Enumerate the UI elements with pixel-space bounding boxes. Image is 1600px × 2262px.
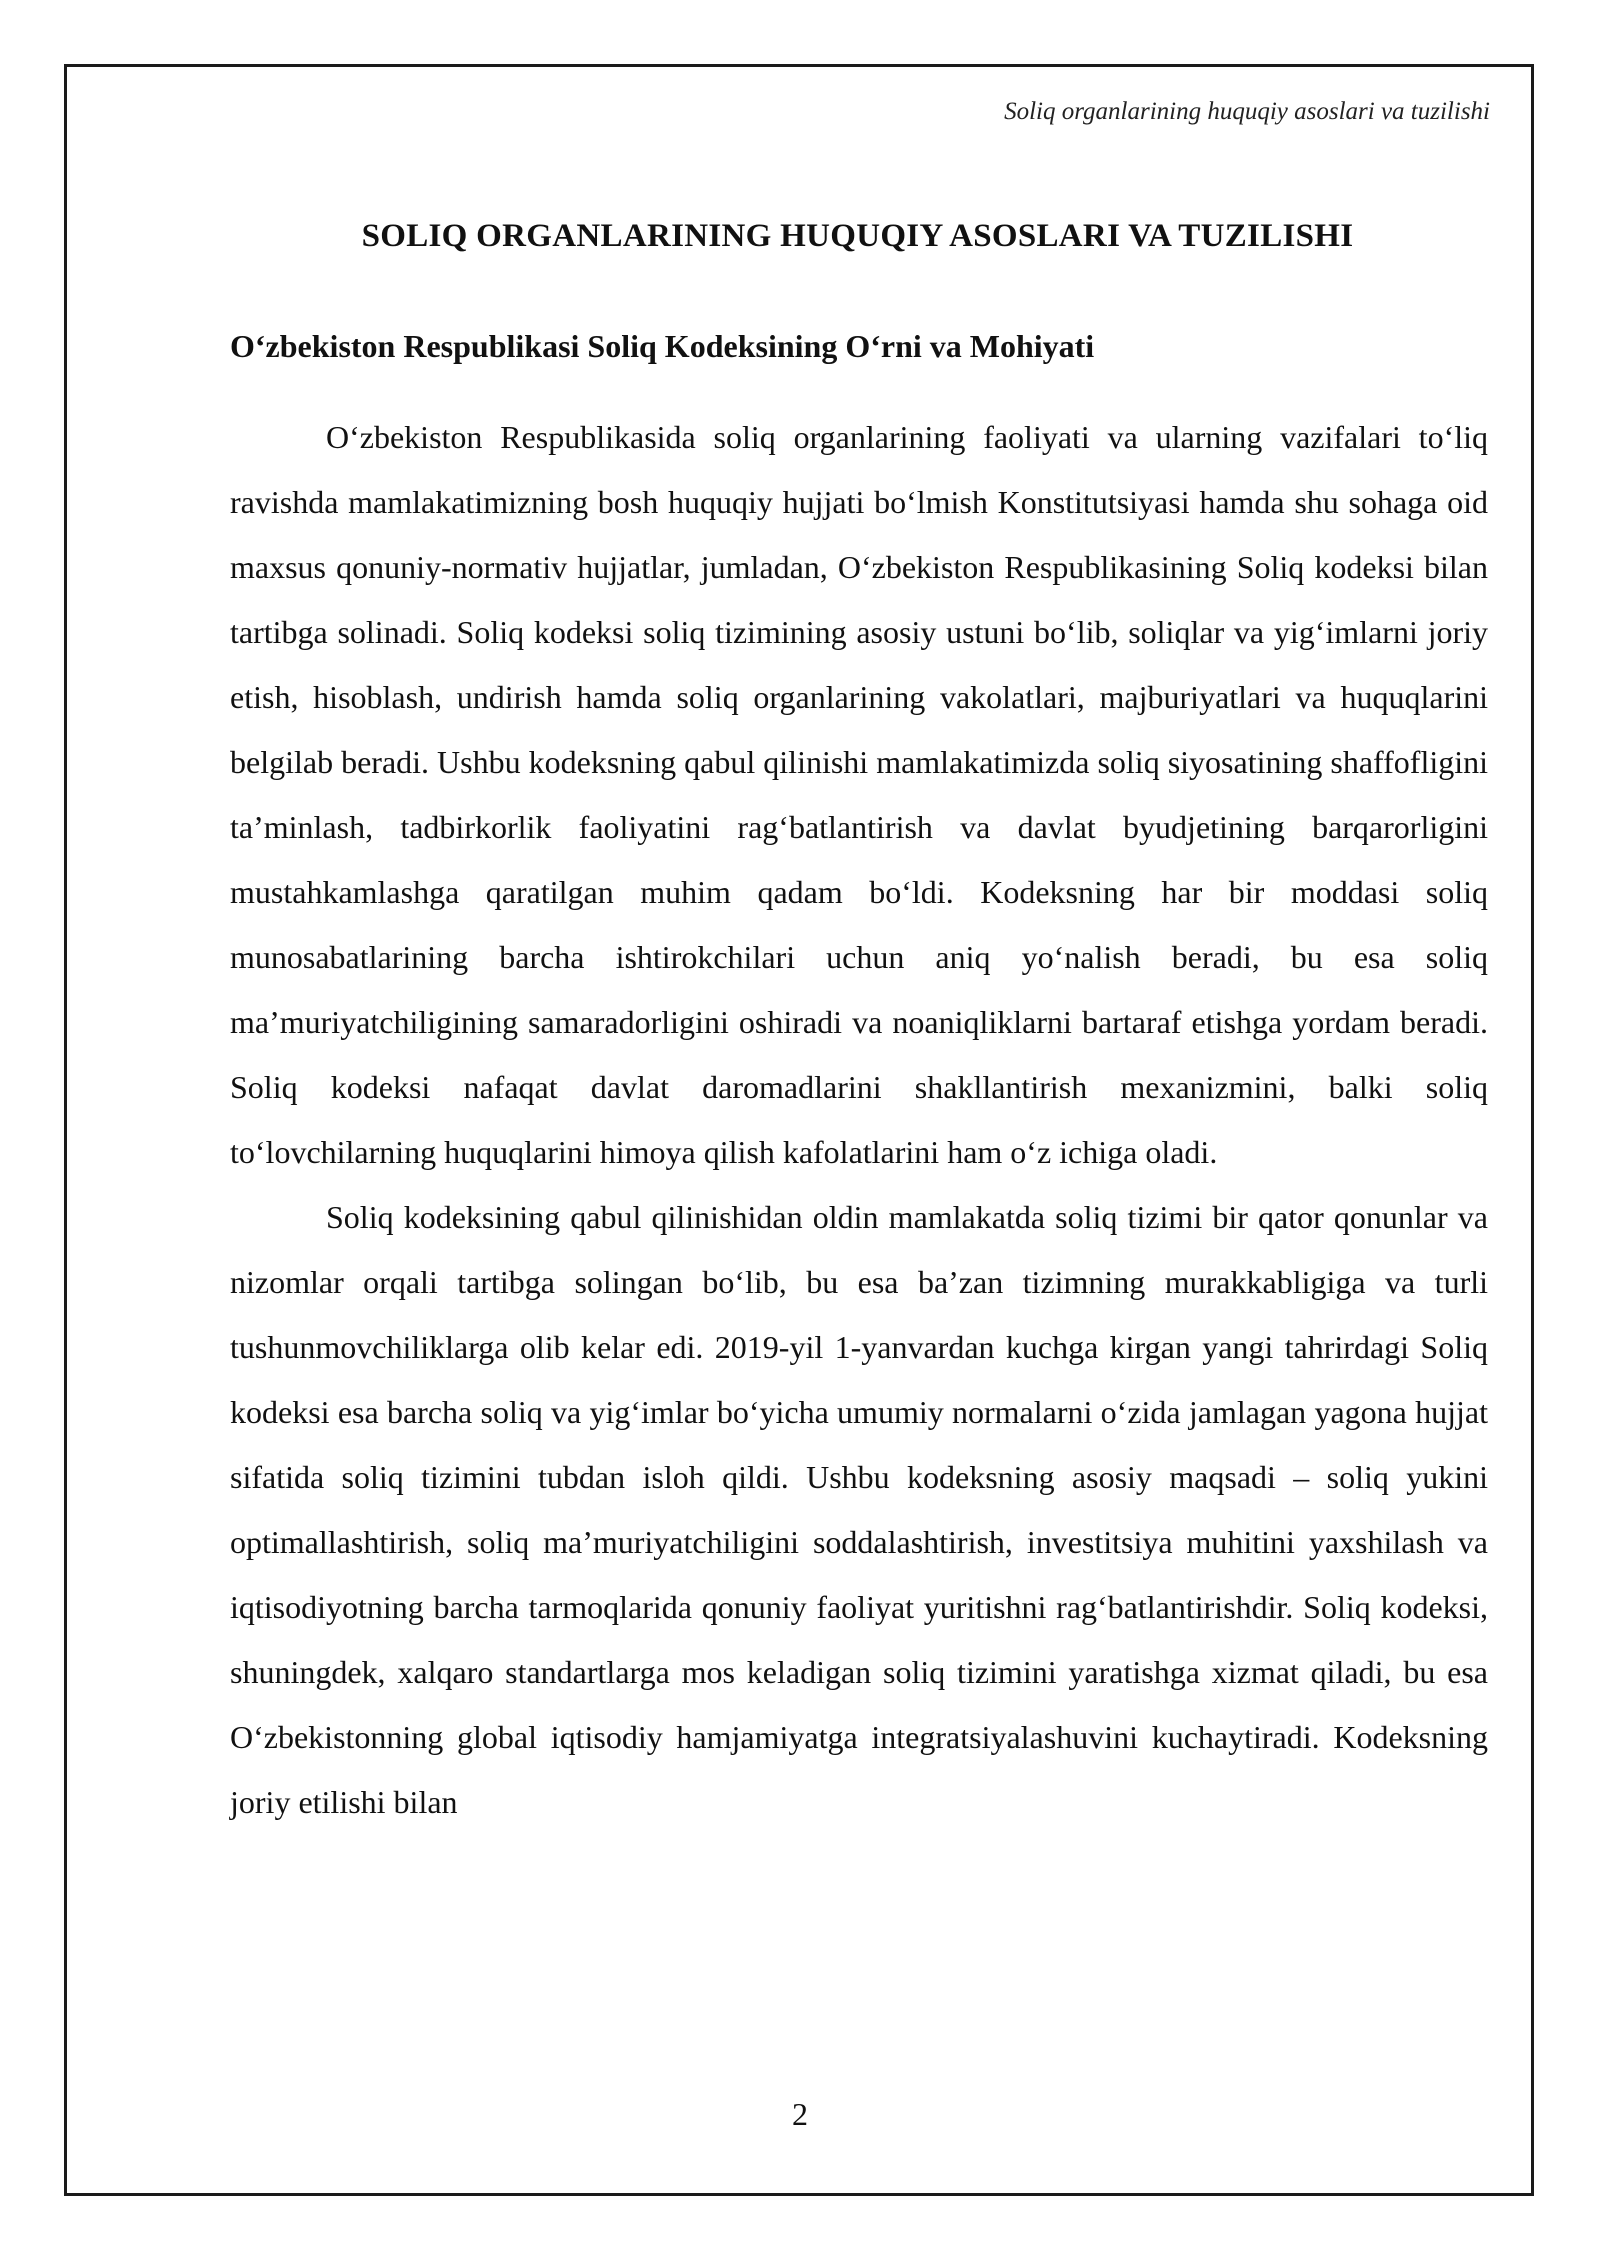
page-number: 2 (792, 2096, 808, 2132)
paragraph-1: O‘zbekiston Respublikasida soliq organlarining faoliyati va ularning vazifalari to‘liq ravishda mamlakatimizning bosh huquqiy hujjati bo‘lmish Konstitutsiyasi hamda shu sohaga oid maxsus qonuniy-normativ hujjatlar, jumladan, O‘zbekiston Respublikasining Soliq kodeksi bilan tartibga solinadi. Soliq kodeksi soliq tizimining asosiy ustuni bo‘lib, soliqlar va yig‘imlarni joriy etish, hisoblash, undirish hamda soliq organlarining vakolatlari, majburiyatlari va huquqlarini belgilab beradi. Ushbu kodeksning qabul qilinishi mamlakatimizda soliq siyosatining shaffofligini ta’minlash, tadbirkorlik faoliyatini rag‘batlantirish va davlat byudjetining barqarorligini mustahkamlashga qaratilgan muhim qadam bo‘ldi. Kodeksning har bir moddasi soliq munosabatlarining barcha ishtirokchilari uchun aniq yo‘nalish beradi, bu esa soliq ma’muriyatchiligining samaradorligini oshiradi va noaniqliklarni bartaraf etishga yordam beradi. Soliq kodeksi nafaqat davlat daromadlarini shakllantirish mexanizmini, balki soliq to‘lovchilarning huquqlarini himoya qilish kafolatlarini ham o‘z ichiga oladi. (230, 419, 1488, 1170)
section-heading: O‘zbekiston Respublikasi Soliq Kodeksining O‘rni va Mohiyati (230, 328, 1095, 364)
paragraph-2: Soliq kodeksining qabul qilinishidan oldin mamlakatda soliq tizimi bir qator qonunlar va nizomlar orqali tartibga solingan bo‘lib, bu esa ba’zan tizimning murakkabligiga va turli tushunmovchiliklarga olib kelar edi. 2019-yil 1-yanvardan kuchga kirgan yangi tahrirdagi Soliq kodeksi esa barcha soliq va yig‘imlar bo‘yicha umumiy normalarni o‘zida jamlagan yagona hujjat sifatida soliq tizimini tubdan isloh qildi. Ushbu kodeksning asosiy maqsadi – soliq yukini optimallashtirish, soliq ma’muriyatchiligini soddalashtirish, investitsiya muhitini yaxshilash va iqtisodiyotning barcha tarmoqlarida qonuniy faoliyat yuritishni rag‘batlantirishdir. Soliq kodeksi, shuningdek, xalqaro standartlarga mos keladigan soliq tizimini yaratishga xizmat qiladi, bu esa O‘zbekistonning global iqtisodiy hamjamiyatga integratsiyalashuvini kuchaytiradi. Kodeksning joriy etilishi bilan (230, 1199, 1488, 1820)
document-title: SOLIQ ORGANLARINING HUQUQIY ASOSLARI VA TUZILISHI (361, 218, 1354, 254)
body-text (230, 405, 1488, 1835)
running-header: Soliq organlarining huquqiy asoslari va tuzilishi (1004, 98, 1490, 125)
